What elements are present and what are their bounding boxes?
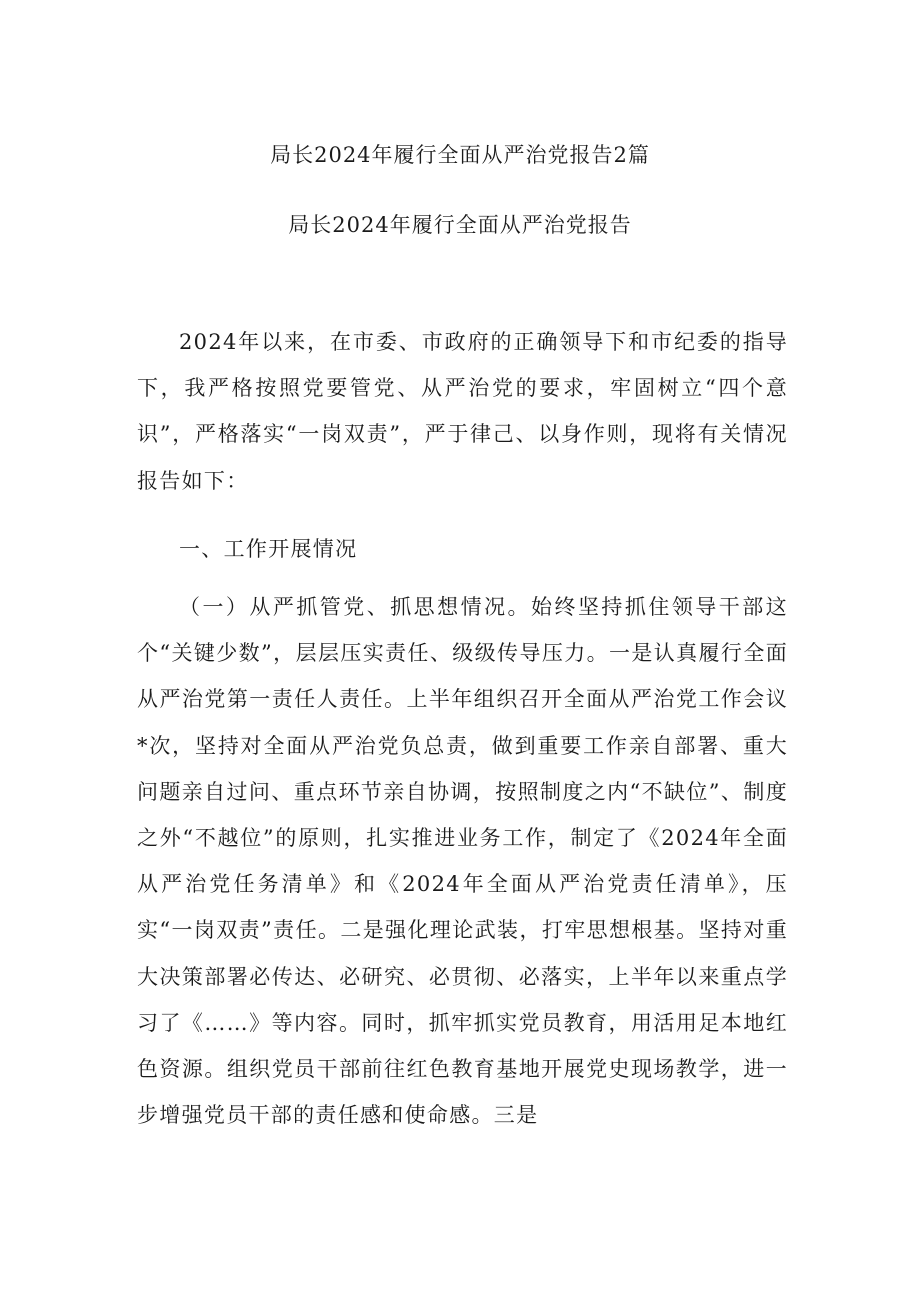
document-title: 局长2024年履行全面从严治党报告2篇 <box>270 143 650 167</box>
intro-paragraph: 2024年以来，在市委、市政府的正确领导下和市纪委的指导下，我严格按照党要管党、从严治党的要求，牢固树立“四个意识”，严格落实“一岗双责”，严于律己、以身作则，现将有关情况报告如下： <box>137 330 788 493</box>
document-subtitle: 局长2024年履行全面从严治党报告 <box>288 213 632 237</box>
section-heading-1: 一、工作开展情况 <box>179 537 358 561</box>
section-paragraph-1: （一）从严抓管党、抓思想情况。始终坚持抓住领导干部这个“关键少数”，层层压实责任、级级传导压力。一是认真履行全面从严治党第一责任人责任。上半年组织召开全面从严治党工作会议*次，坚持对全面从严治党负总责，做到重要工作亲自部署、重大问题亲自过问、重点环节亲自协调，按照制度之内“不缺位”、制度之外“不越位”的原则，扎实推进业务工作，制定了《2024年全面从严治党任务清单》和《2024年全面从严治党责任清单》，压实“一岗双责”责任。二是强化理论武装，打牢思想根基。坚持对重大决策部署必传达、必研究、必贯彻、必落实，上半年以来重点学习了《……》等内容。同时，抓牢抓实党员教育，用活用足本地红色资源。组织党员干部前往红色教育基地开展党史现场教学，进一步增强党员干部的责任感和使命感。三是 <box>137 595 788 1128</box>
